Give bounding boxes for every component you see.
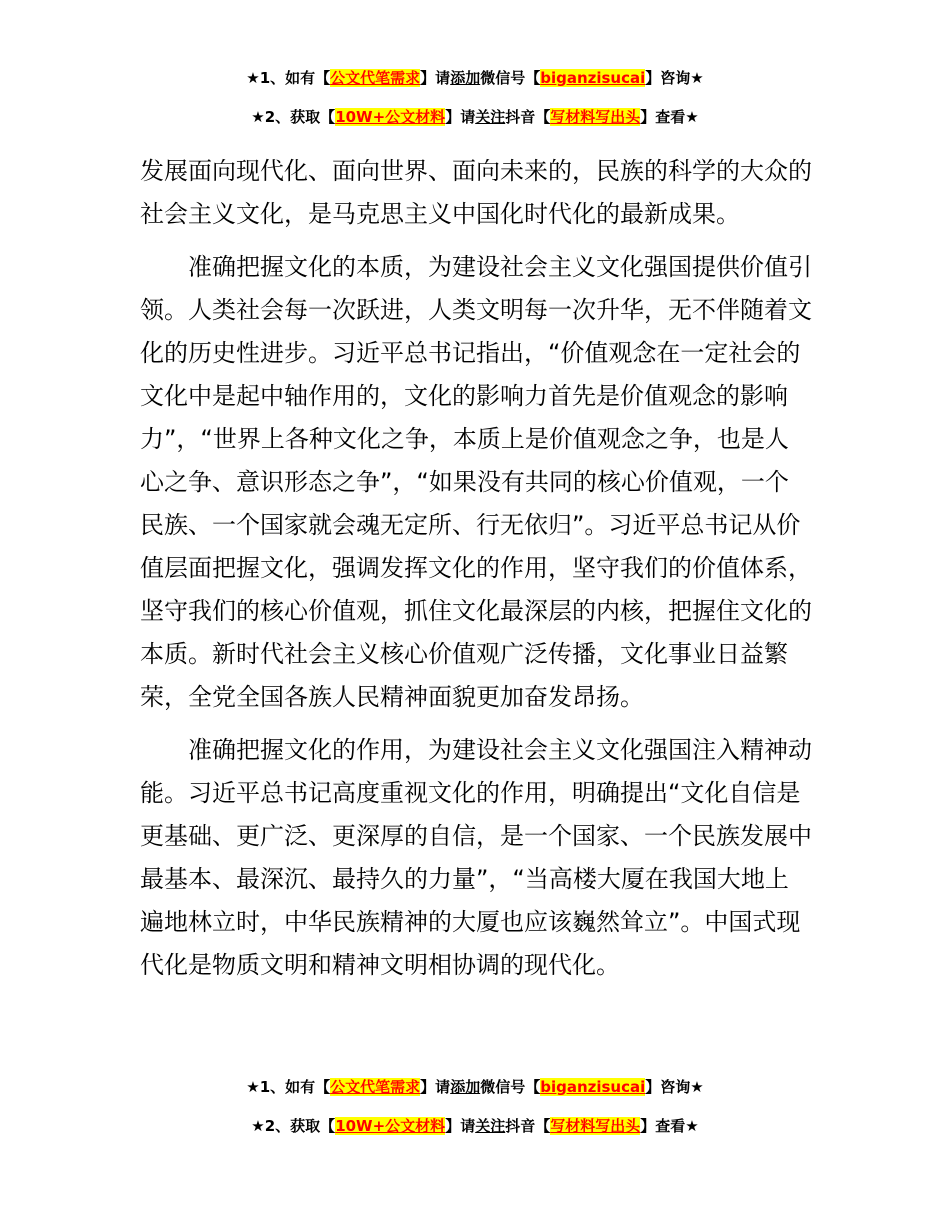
highlight-douyin-account: 写材料写出头 xyxy=(550,108,641,126)
banner-text: ★2、获取【 xyxy=(251,1117,336,1135)
underlined-text: 添加 xyxy=(450,69,481,87)
highlight-service: 公文代笔需求 xyxy=(330,1078,421,1096)
footer-banner-line-1 xyxy=(0,1077,950,1097)
banner-text: 】咨询★ xyxy=(645,1078,704,1096)
banner-text: ★2、获取【 xyxy=(251,108,336,126)
banner-text: 】查看★ xyxy=(640,1117,699,1135)
paragraph-essence: 准确把握文化的本质，为建设社会主义文化强国提供价值引领。人类社会每一次跃进，人类文明每一次升华，无不伴随着文化的历史性进步。习近平总书记指出，“价值观念在一定社会的文化中是起中轴作用的，文化的影响力首先是价值观念的影响力”，“世界上各种文化之争，本质上是价值观念之争，也是人心之争、意识形态之争”，“如果没有共同的核心价值观，一个民族、一个国家就会魂无定所、行无依归”。习近平总书记从价值层面把握文化，强调发挥文化的作用，坚守我们的价值体系，坚守我们的核心价值观，抓住文化最深层的内核，把握住文化的本质。新时代社会主义核心价值观广泛传播，文化事业日益繁荣，全党全国各族人民精神面貌更加奋发昂扬。 xyxy=(140,253,812,711)
highlight-wechat-id: biganzisucai xyxy=(540,69,646,87)
underlined-text: 关注 xyxy=(475,108,506,126)
highlight-wechat-id: biganzisucai xyxy=(540,1078,646,1096)
banner-text: 】查看★ xyxy=(640,108,699,126)
highlight-materials: 10W+公文材料 xyxy=(335,108,446,126)
paragraph-role: 准确把握文化的作用，为建设社会主义文化强国注入精神动能。习近平总书记高度重视文化的作用，明确提出“文化自信是更基础、更广泛、更深厚的自信，是一个国家、一个民族发展中最基本、最深沉、最持久的力量”，“当高楼大厦在我国大地上遍地林立时，中华民族精神的大厦也应该巍然耸立”。中国式现代化是物质文明和精神文明相协调的现代化。 xyxy=(140,736,812,979)
banner-text: 】请 xyxy=(445,1117,476,1135)
banner-text: 】请 xyxy=(445,108,476,126)
banner-text: 微信号【 xyxy=(480,1078,541,1096)
banner-text: ★1、如有【 xyxy=(246,1078,331,1096)
banner-text: ★1、如有【 xyxy=(246,69,331,87)
document-body xyxy=(140,150,812,997)
underlined-text: 关注 xyxy=(475,1117,506,1135)
banner-text: 抖音【 xyxy=(505,108,551,126)
header-banner-line-1 xyxy=(0,68,950,88)
highlight-service: 公文代笔需求 xyxy=(330,69,421,87)
banner-text: 微信号【 xyxy=(480,69,541,87)
paragraph-continued: 发展面向现代化、面向世界、面向未来的，民族的科学的大众的社会主义文化，是马克思主义中国化时代化的最新成果。 xyxy=(140,157,812,228)
footer-banner-line-2 xyxy=(0,1116,950,1136)
banner-text: 】请 xyxy=(420,69,451,87)
header-banner-line-2 xyxy=(0,107,950,127)
highlight-materials: 10W+公文材料 xyxy=(335,1117,446,1135)
highlight-douyin-account: 写材料写出头 xyxy=(550,1117,641,1135)
banner-text: 抖音【 xyxy=(505,1117,551,1135)
banner-text: 】咨询★ xyxy=(645,69,704,87)
underlined-text: 添加 xyxy=(450,1078,481,1096)
banner-text: 】请 xyxy=(420,1078,451,1096)
